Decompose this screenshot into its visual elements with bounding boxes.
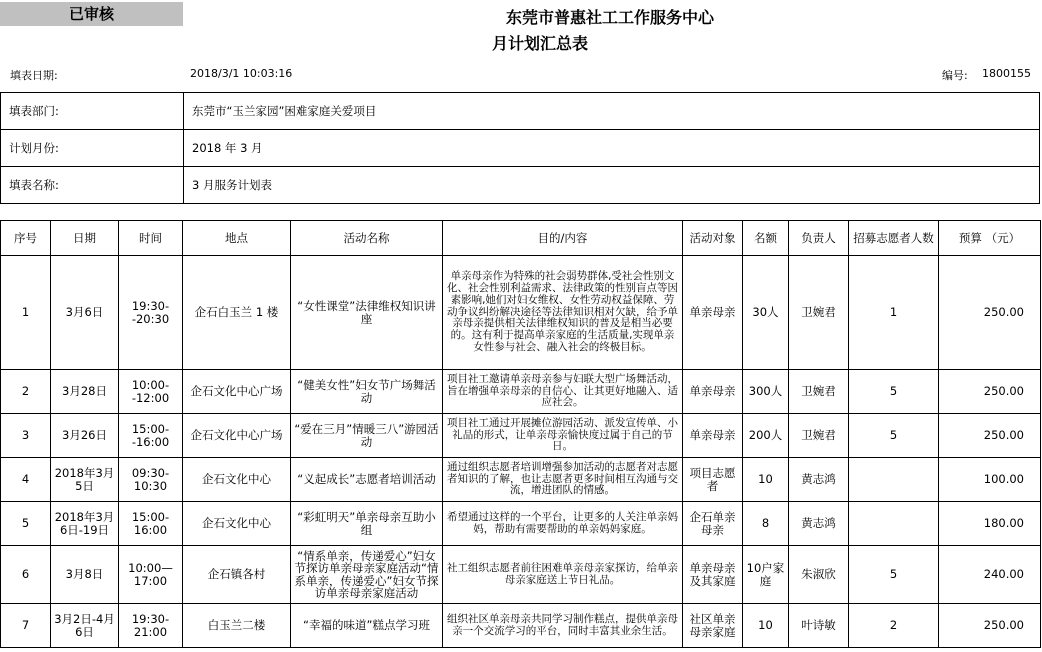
- cell-activity-name: “彩虹明天”单亲母亲互助小组: [291, 502, 443, 546]
- info-value: 3 月服务计划表: [184, 167, 1040, 204]
- col-header: 地点: [183, 221, 291, 256]
- cell-volunteers: [849, 458, 939, 502]
- cell-no: 1: [1, 256, 51, 370]
- cell-activity-name: “爱在三月”情暖三八”游园活动: [291, 414, 443, 458]
- cell-budget: 250.00: [939, 370, 1041, 414]
- cell-no: 6: [1, 546, 51, 604]
- cell-no: 2: [1, 370, 51, 414]
- cell-time: 19:30-21:00: [119, 604, 183, 648]
- org-name: 东莞市普惠社工工作服务中心: [505, 8, 714, 27]
- cell-no: 3: [1, 414, 51, 458]
- fill-date-label: 填表日期:: [10, 69, 58, 82]
- cell-place: 企石文化中心: [183, 502, 291, 546]
- info-row-month: [1, 130, 1040, 167]
- table-row: [1, 502, 1041, 546]
- cell-owner: 卫婉君: [789, 256, 849, 370]
- cell-no: 4: [1, 458, 51, 502]
- cell-no: 7: [1, 604, 51, 648]
- cell-budget: 180.00: [939, 502, 1041, 546]
- table-row: [1, 604, 1041, 648]
- cell-date: 2018年3月6日-19日: [51, 502, 119, 546]
- cell-place: 白玉兰二楼: [183, 604, 291, 648]
- info-value: 2018 年 3 月: [184, 130, 1040, 167]
- cell-time: 10:00--12:00: [119, 370, 183, 414]
- cell-volunteers: [849, 502, 939, 546]
- cell-budget: 250.00: [939, 256, 1041, 370]
- cell-target: 社区单亲母亲家庭: [683, 604, 743, 648]
- info-label: 计划月份:: [1, 130, 184, 167]
- cell-activity-name: “义起成长”志愿者培训活动: [291, 458, 443, 502]
- cell-time: 15:00--16:00: [119, 414, 183, 458]
- cell-owner: 卫婉君: [789, 414, 849, 458]
- cell-purpose: 组织社区单亲母亲共同学习制作糕点，提供单亲母亲一个交流学习的平台，同时丰富其业余生活。: [443, 604, 683, 648]
- cell-activity-name: “健美女性”妇女节广场舞活动: [291, 370, 443, 414]
- cell-budget: 250.00: [939, 604, 1041, 648]
- info-label: 填表名称:: [1, 167, 184, 204]
- table-row: [1, 370, 1041, 414]
- cell-target: 单亲母亲: [683, 414, 743, 458]
- cell-date: 3月28日: [51, 370, 119, 414]
- table-row: [1, 546, 1041, 604]
- cell-owner: 朱淑欣: [789, 546, 849, 604]
- review-status-badge: 已审核: [0, 2, 183, 26]
- form-title: 月计划汇总表: [491, 34, 588, 53]
- col-header: 负责人: [789, 221, 849, 256]
- col-header: 序号: [1, 221, 51, 256]
- col-header: 时间: [119, 221, 183, 256]
- cell-place: 企石文化中心广场: [183, 370, 291, 414]
- cell-owner: 黄志鸿: [789, 502, 849, 546]
- cell-date: 3月26日: [51, 414, 119, 458]
- col-header: 名额: [743, 221, 789, 256]
- col-header: 招募志愿者人数: [849, 221, 939, 256]
- cell-target: 单亲母亲: [683, 256, 743, 370]
- cell-budget: 100.00: [939, 458, 1041, 502]
- cell-quota: 10: [743, 458, 789, 502]
- cell-quota: 30人: [743, 256, 789, 370]
- cell-date: 2018年3月5日: [51, 458, 119, 502]
- fill-date-value: 2018/3/1 10:03:16: [190, 67, 293, 80]
- cell-target: 单亲母亲: [683, 370, 743, 414]
- cell-budget: 240.00: [939, 546, 1041, 604]
- cell-place: 企石文化中心广场: [183, 414, 291, 458]
- cell-time: 19:30--20:30: [119, 256, 183, 370]
- cell-activity-name: “情系单亲，传递爱心”妇女节探访单亲母亲家庭活动“情系单亲，传递爱心”妇女节探访单亲母亲家庭活动: [291, 546, 443, 604]
- info-table: [0, 92, 1040, 204]
- cell-date: 3月6日: [51, 256, 119, 370]
- cell-date: 3月8日: [51, 546, 119, 604]
- cell-volunteers: 5: [849, 546, 939, 604]
- cell-quota: 200人: [743, 414, 789, 458]
- cell-place: 企石文化中心: [183, 458, 291, 502]
- serial-label: 编号:: [942, 69, 968, 82]
- cell-time: 09:30-10:30: [119, 458, 183, 502]
- cell-target: 单亲母亲及其家庭: [683, 546, 743, 604]
- cell-quota: 10户家庭: [743, 546, 789, 604]
- cell-purpose: 社工组织志愿者前往困难单亲母亲家探访，给单亲母亲家庭送上节日礼品。: [443, 546, 683, 604]
- table-row: [1, 256, 1041, 370]
- cell-quota: 10: [743, 604, 789, 648]
- cell-purpose: 通过组织志愿者培训增强参加活动的志愿者对志愿者知识的了解，也让志愿者更多时间相互沟通与交流，增进团队的情感。: [443, 458, 683, 502]
- info-value: 东莞市“玉兰家园”困难家庭关爱项目: [184, 93, 1040, 130]
- cell-quota: 300人: [743, 370, 789, 414]
- cell-place: 企石白玉兰 1 楼: [183, 256, 291, 370]
- cell-target: 企石单亲母亲: [683, 502, 743, 546]
- cell-purpose: 项目社工邀请单亲母亲参与妇联大型广场舞活动，旨在增强单亲母亲的自信心、让其更好地融入、适应社会。: [443, 370, 683, 414]
- col-header: 目的/内容: [443, 221, 683, 256]
- cell-activity-name: “幸福的味道”糕点学习班: [291, 604, 443, 648]
- col-header: 预算 （元）: [939, 221, 1041, 256]
- info-row-department: [1, 93, 1040, 130]
- cell-activity-name: “女性课堂”法律维权知识讲座: [291, 256, 443, 370]
- cell-time: 15:00-16:00: [119, 502, 183, 546]
- table-row: [1, 414, 1041, 458]
- cell-owner: 黄志鸿: [789, 458, 849, 502]
- cell-date: 3月2日-4月6日: [51, 604, 119, 648]
- cell-purpose: 希望通过这样的一个平台，让更多的人关注单亲妈妈，帮助有需要帮助的单亲妈妈家庭。: [443, 502, 683, 546]
- table-header-row: [1, 221, 1041, 256]
- cell-owner: 叶诗敏: [789, 604, 849, 648]
- cell-no: 5: [1, 502, 51, 546]
- cell-quota: 8: [743, 502, 789, 546]
- cell-volunteers: 5: [849, 414, 939, 458]
- cell-purpose: 项目社工通过开展摊位游园活动、派发宣传单、小礼品的形式，让单亲母亲愉快度过属于自己的节日。: [443, 414, 683, 458]
- cell-place: 企石镇各村: [183, 546, 291, 604]
- serial-value: 1800155: [982, 67, 1031, 80]
- col-header: 活动对象: [683, 221, 743, 256]
- cell-time: 10:00—17:00: [119, 546, 183, 604]
- cell-budget: 250.00: [939, 414, 1041, 458]
- plan-table: [0, 220, 1041, 648]
- cell-owner: 卫婉君: [789, 370, 849, 414]
- cell-purpose: 单亲母亲作为特殊的社会弱势群体,受社会性别文化、社会性别利益需求、法律政策的性别盲点等因素影响,她们对妇女维权、女性劳动权益保障、劳动争议纠纷解决途径等法律知识相对欠缺，给予单亲母亲提供相关法律维权知识的普及是相当必要的。这有利于提高单亲家庭的生活质量,实现单亲女性参与社会、融入社会的终极目标。: [443, 256, 683, 370]
- table-row: [1, 458, 1041, 502]
- info-row-form-name: [1, 167, 1040, 204]
- col-header: 活动名称: [291, 221, 443, 256]
- col-header: 日期: [51, 221, 119, 256]
- info-label: 填表部门:: [1, 93, 184, 130]
- cell-volunteers: 5: [849, 370, 939, 414]
- cell-target: 项目志愿者: [683, 458, 743, 502]
- cell-volunteers: 2: [849, 604, 939, 648]
- cell-volunteers: 1: [849, 256, 939, 370]
